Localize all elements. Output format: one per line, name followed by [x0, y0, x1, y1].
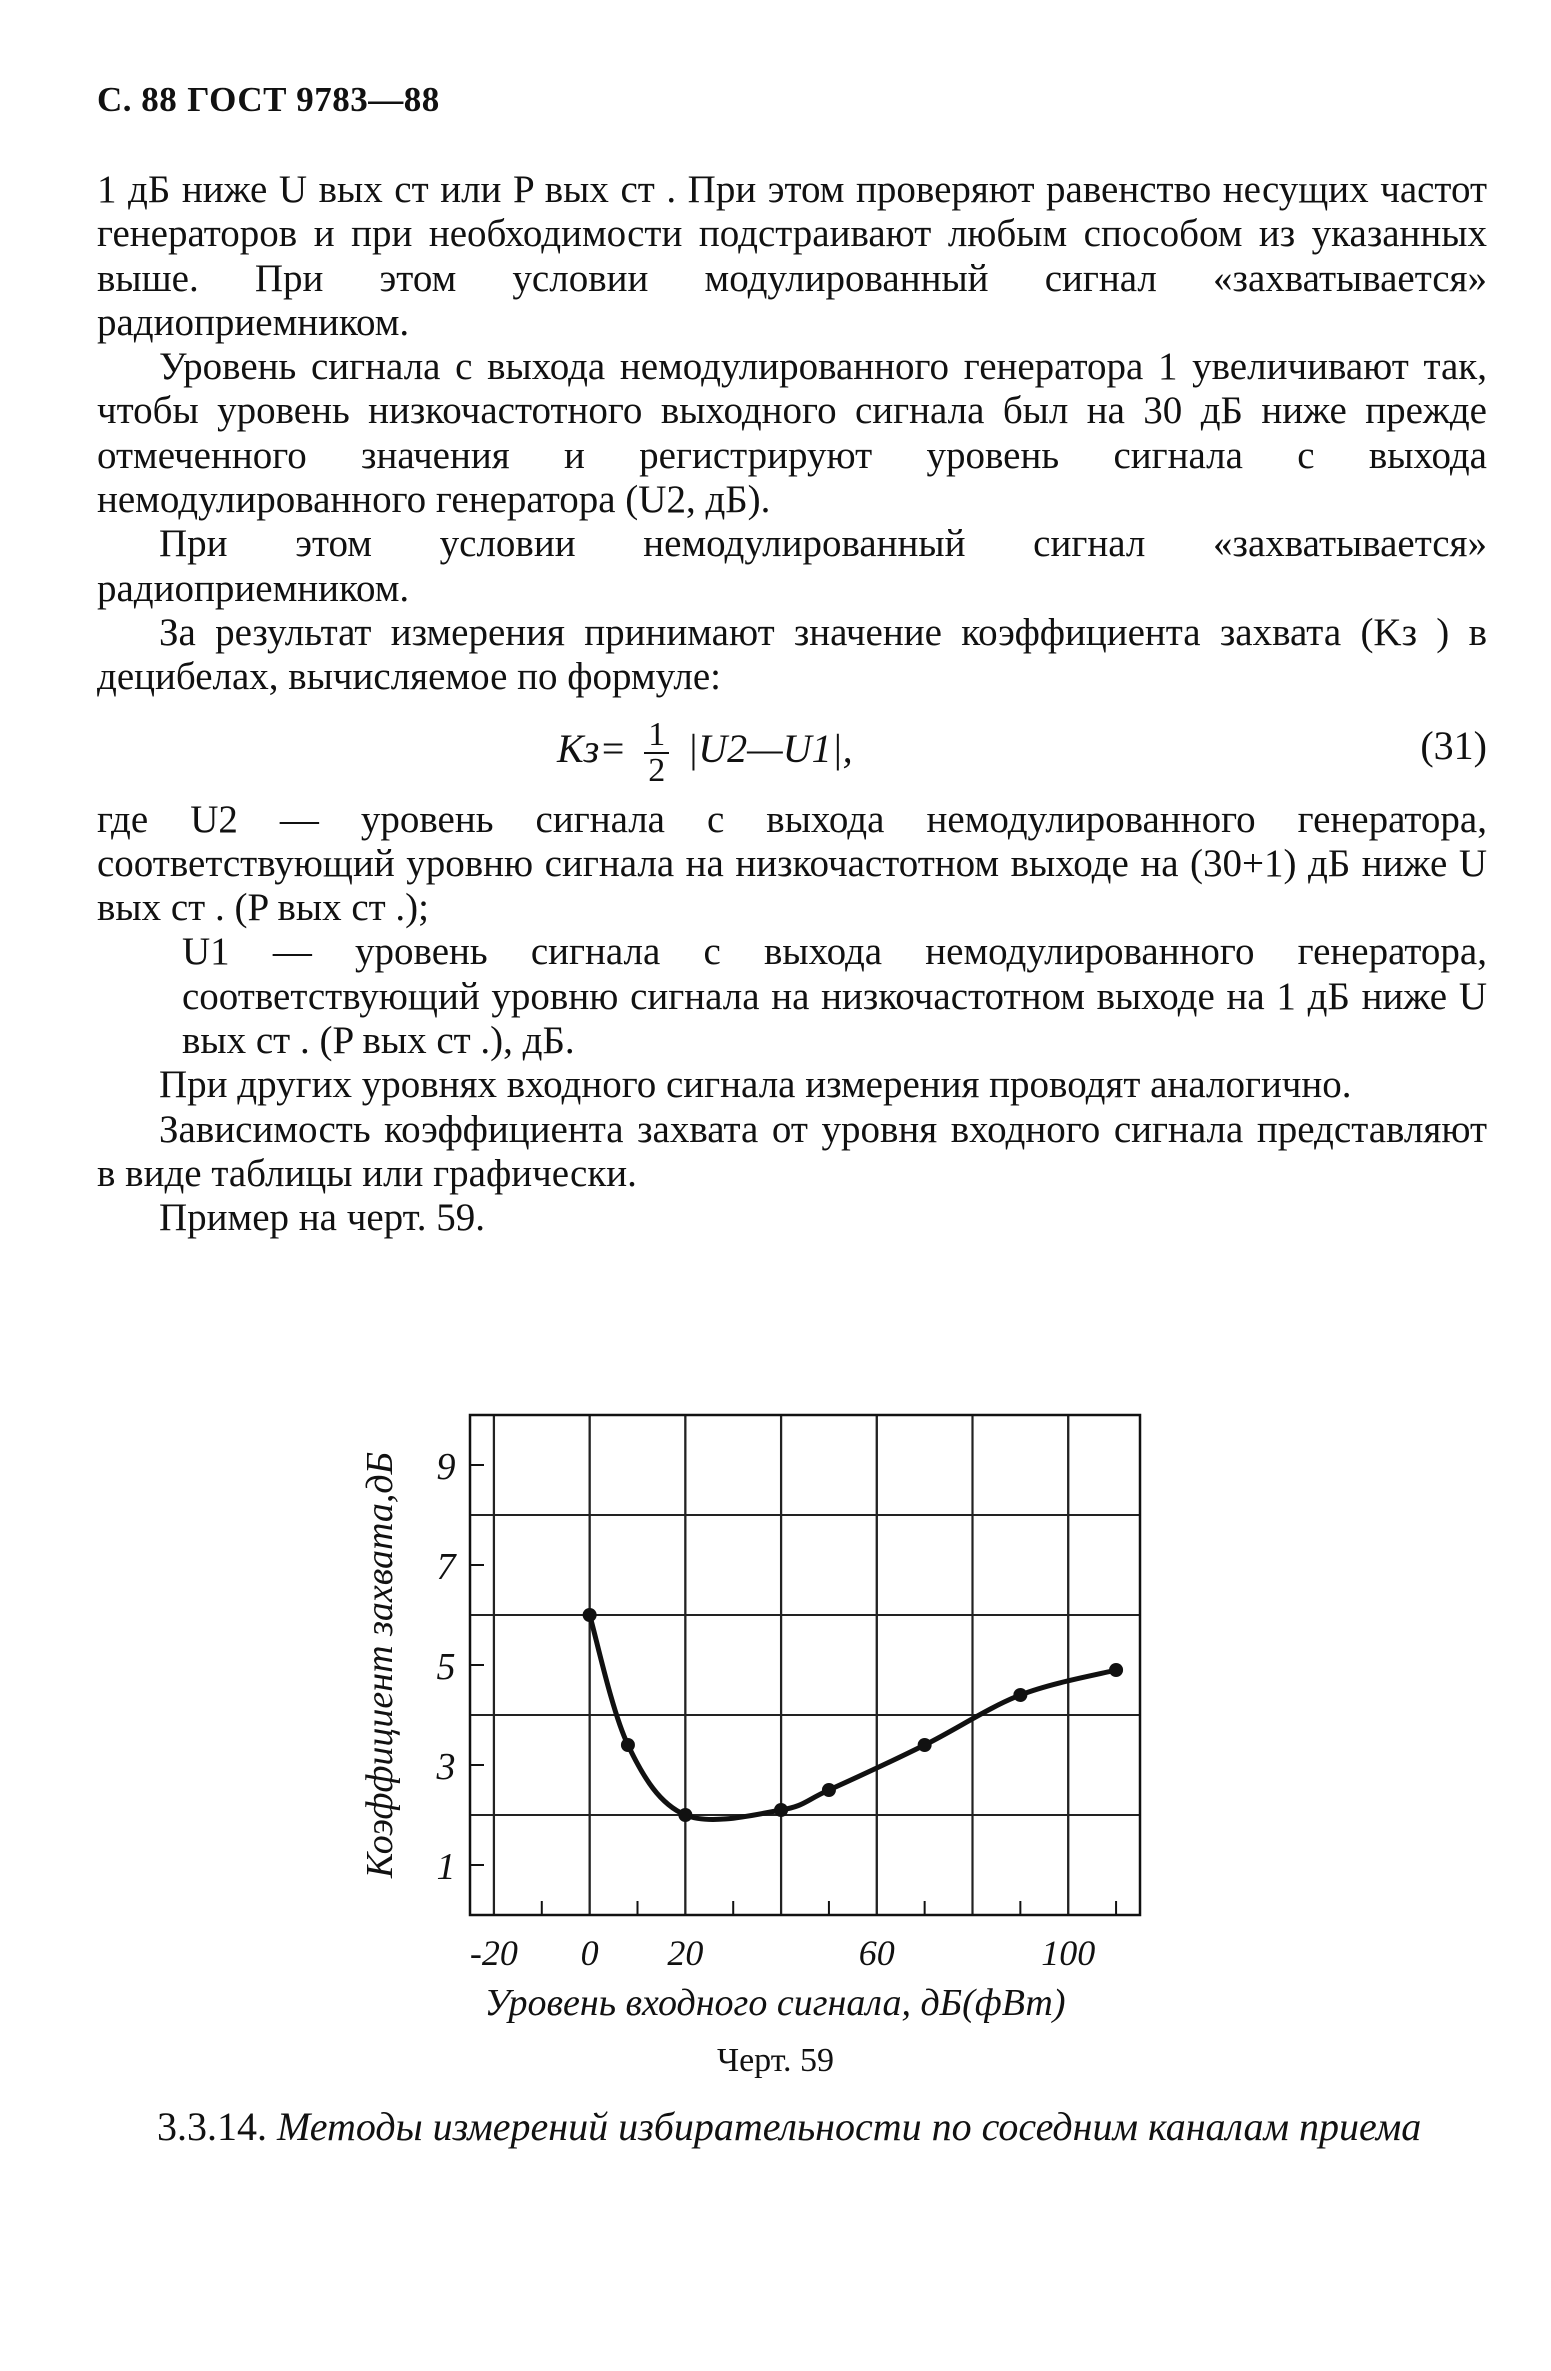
paragraph-6: U1 — уровень сигнала с выхода немодулированного генератора, соответствующий уровню сигнала на низкочастотном выходе на 1 дБ ниже U вых ст . (P вых ст .), дБ.: [182, 930, 1487, 1063]
x-tick-label: 0: [580, 1933, 599, 1973]
y-tick-label: 9: [436, 1446, 456, 1488]
y-tick-label: 7: [436, 1546, 456, 1588]
formula-fraction: [644, 715, 669, 789]
section-heading: [97, 2103, 1487, 2150]
x-tick-label: 60: [858, 1933, 895, 1973]
formula-lhs: Kз=: [557, 725, 627, 771]
paragraph-7: При других уровнях входного сигнала измерения проводят аналогично.: [159, 1063, 1352, 1107]
chart-svg: [330, 1395, 1230, 2035]
paragraph-3: При этом условии немодулированный сигнал «захватывается» радиоприемником.: [97, 522, 1487, 610]
data-point: [1109, 1663, 1123, 1677]
page-number: С. 88: [97, 80, 178, 119]
data-point: [774, 1803, 788, 1817]
paragraph-1: 1 дБ ниже U вых ст или P вых ст . При этом проверяют равенство несущих частот генераторов и при необходимости подстраивают любым способом из указанных выше. При этом условии модулированный сигнал «захватывается» радиоприемником.: [97, 168, 1487, 344]
x-axis-label: Уровень входного сигнала, дБ(фВт): [484, 1982, 1066, 2024]
paragraph-5: где U2 — уровень сигнала с выхода немодулированного генератора, соответствующий уровню сигнала на низкочастотном выходе на (30+1) дБ ниже U вых ст . (P вых ст .);: [97, 797, 1487, 930]
fraction-denominator: 2: [648, 751, 666, 789]
standard-code: ГОСТ 9783—88: [187, 80, 440, 119]
section-number: 3.3.14.: [157, 2104, 267, 2149]
data-point: [621, 1738, 635, 1752]
data-point: [583, 1608, 597, 1622]
data-point: [822, 1783, 836, 1797]
y-tick-label: 1: [436, 1846, 456, 1888]
figure-caption: Черт. 59: [716, 2042, 835, 2079]
fraction-numerator: 1: [644, 718, 669, 754]
formula-number: (31): [1420, 722, 1487, 768]
body-text: [97, 168, 1487, 1241]
plot-frame: [470, 1415, 1140, 1915]
x-tick-label: 20: [667, 1933, 704, 1973]
data-point: [678, 1808, 692, 1822]
data-point: [918, 1738, 932, 1752]
y-axis-label: Коэффициент захвата,дБ: [359, 1451, 401, 1879]
paragraph-8: Зависимость коэффициента захвата от уровня входного сигнала представляют в виде таблицы или графически.: [97, 1107, 1487, 1195]
paragraph-4: За результат измерения принимают значение коэффициента захвата (Kз ) в децибелах, вычисляемое по формуле:: [97, 610, 1487, 699]
y-tick-label: 3: [436, 1746, 456, 1788]
paragraph-2: Уровень сигнала с выхода немодулированного генератора 1 увеличивают так, чтобы уровень низкочастотного выходного сигнала был на 30 дБ ниже прежде отмеченного значения и регистрируют уровень сигнала с выхода немодулированного генератора (U2, дБ).: [97, 345, 1487, 522]
y-tick-label: 5: [436, 1646, 456, 1688]
x-tick-label: -20: [469, 1933, 518, 1973]
x-tick-label: 100: [1041, 1933, 1096, 1973]
formula-31: [97, 702, 1487, 794]
page-header: [97, 80, 440, 120]
section-title: Методы измерений избирательности по соседним каналам приема: [277, 2104, 1422, 2149]
paragraph-9: Пример на черт. 59.: [159, 1196, 485, 1240]
capture-coefficient-chart: [330, 1395, 1230, 2095]
formula-rhs: |U2—U1|,: [687, 725, 853, 771]
formula-expression: [557, 715, 853, 789]
series-line: [590, 1615, 1116, 1819]
data-point: [1013, 1688, 1027, 1702]
